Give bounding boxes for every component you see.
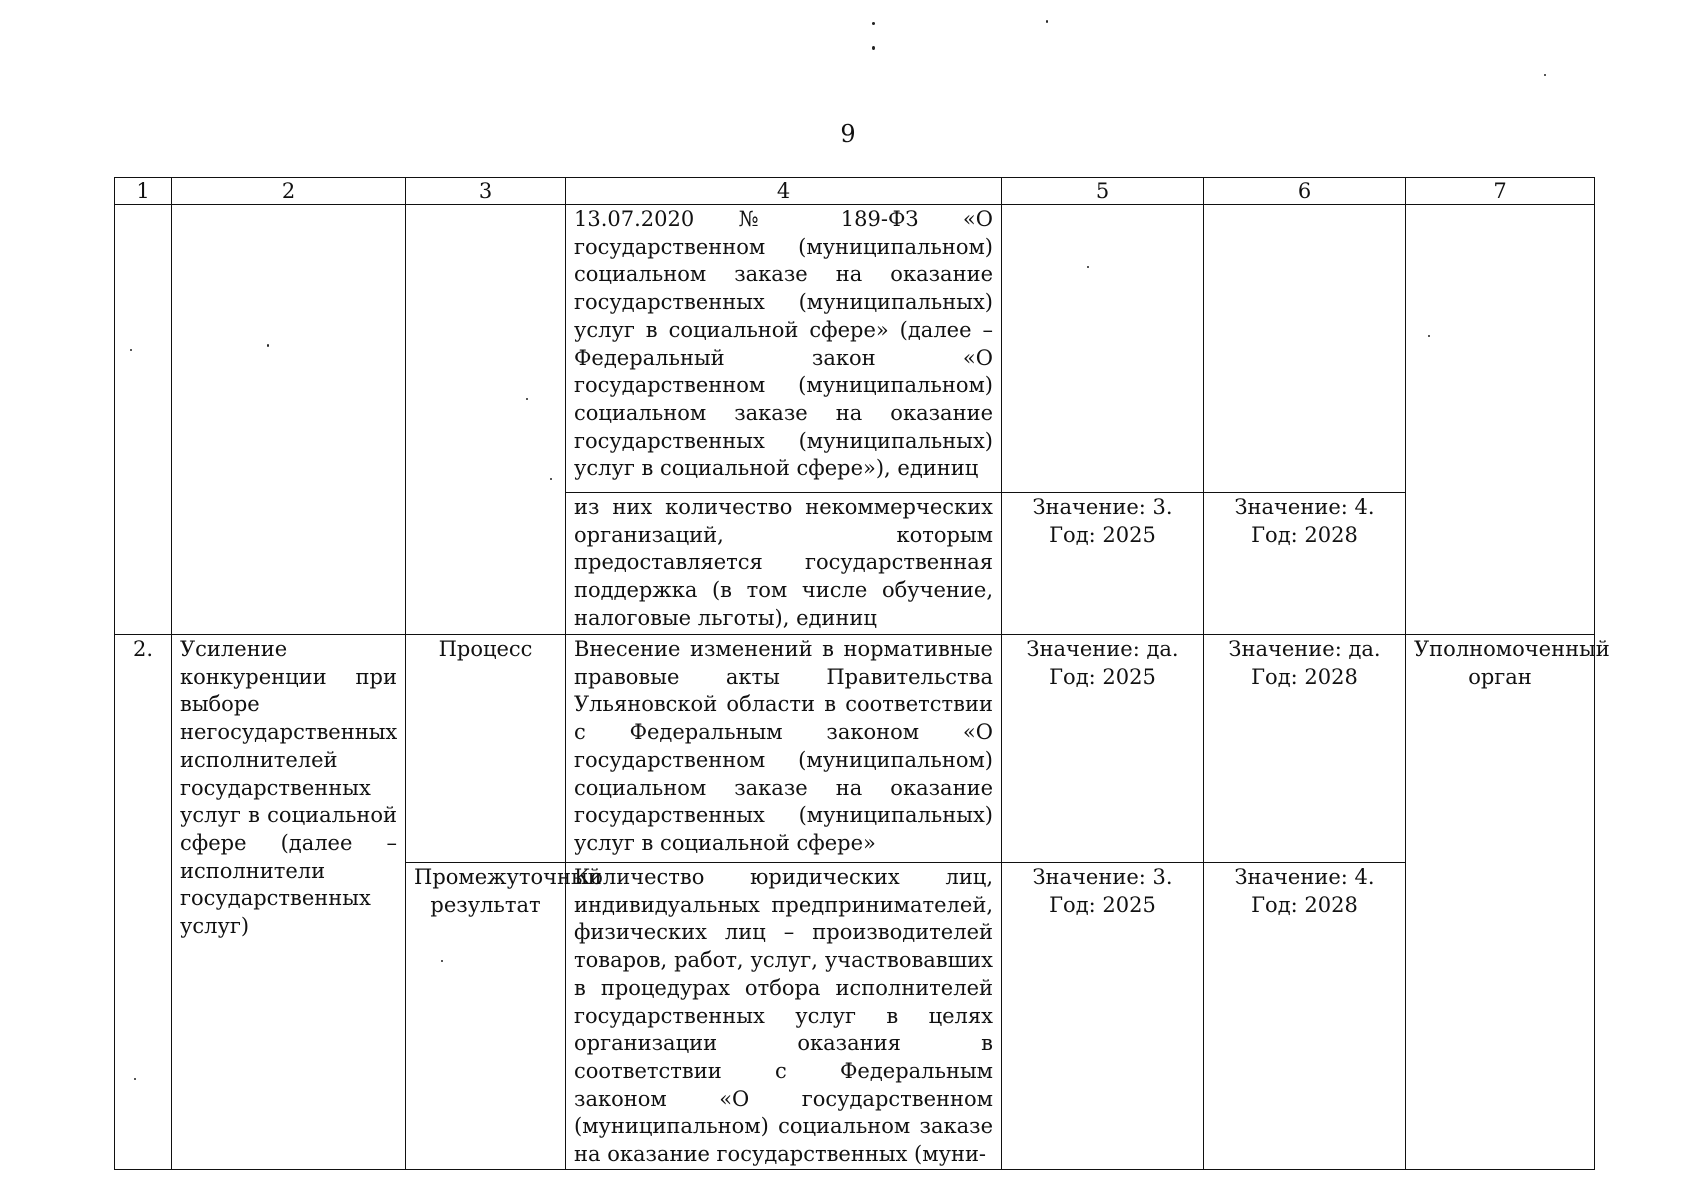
scan-speck [872,46,875,50]
column-header: 7 [1406,178,1595,205]
indicator-type: Промежуточный результат [406,863,566,1170]
column-header: 4 [566,178,1002,205]
table-cell [115,205,172,635]
row-number: 2. [115,635,172,1170]
table-cell [1406,205,1595,635]
scan-speck [1544,74,1546,76]
table-row [115,205,1595,493]
table-cell [406,205,566,635]
base-value: Значение: 3. Год: 2025 [1002,493,1204,635]
table-cell [172,205,406,635]
page-number: 9 [840,120,856,148]
indicator-type: Процесс [406,635,566,863]
indicator-text: Количество юридических лиц, индивидуальных предпринимателей, физических лиц – производителей товаров, работ, услуг, участвовавших в процедурах отбора исполнителей государственных услуг в целях организации оказания в соответствии с Федеральным законом «О государственном (муниципальном) социальном заказе на оказание государственных (муни- [566,863,1002,1170]
column-header: 5 [1002,178,1204,205]
header-row [115,178,1595,205]
indicator-text: из них количество некоммерческих организаций, которым предоставляется государственная поддержка (в том числе обучение, налоговые льготы), единиц [566,493,1002,635]
target-value: Значение: 4. Год: 2028 [1204,863,1406,1170]
responsible-body: Уполномоченный орган [1406,635,1595,1170]
task-text: Усиление конкуренции при выборе негосударственных исполнителей государственных услуг в социальной сфере (далее – исполнители государственных услуг) [172,635,406,1170]
indicator-text: 13.07.2020 № 189-ФЗ «О государственном (муниципальном) социальном заказе на оказание государственных (муниципальных) услуг в социальной сфере» (далее – Федеральный закон «О государственном (муниципальном) социальном заказе на оказание государственных (муниципальных) услуг в социальной сфере»), единиц [566,205,1002,493]
target-value: Значение: да. Год: 2028 [1204,635,1406,863]
scan-speck [872,22,875,25]
target-value: Значение: 4. Год: 2028 [1204,493,1406,635]
scan-speck [1046,20,1048,23]
table-cell [1002,205,1204,493]
column-header: 6 [1204,178,1406,205]
column-header: 2 [172,178,406,205]
column-header: 1 [115,178,172,205]
document-table [114,177,1610,1170]
table-cell [1204,205,1406,493]
base-value: Значение: 3. Год: 2025 [1002,863,1204,1170]
base-value: Значение: да. Год: 2025 [1002,635,1204,863]
column-header: 3 [406,178,566,205]
indicator-text: Внесение изменений в нормативные правовые акты Правительства Ульяновской области в соответствии с Федеральным законом «О государственном (муниципальном) социальном заказе на оказание государственных (муниципальных) услуг в социальной сфере» [566,635,1002,863]
table-row [115,635,1595,863]
